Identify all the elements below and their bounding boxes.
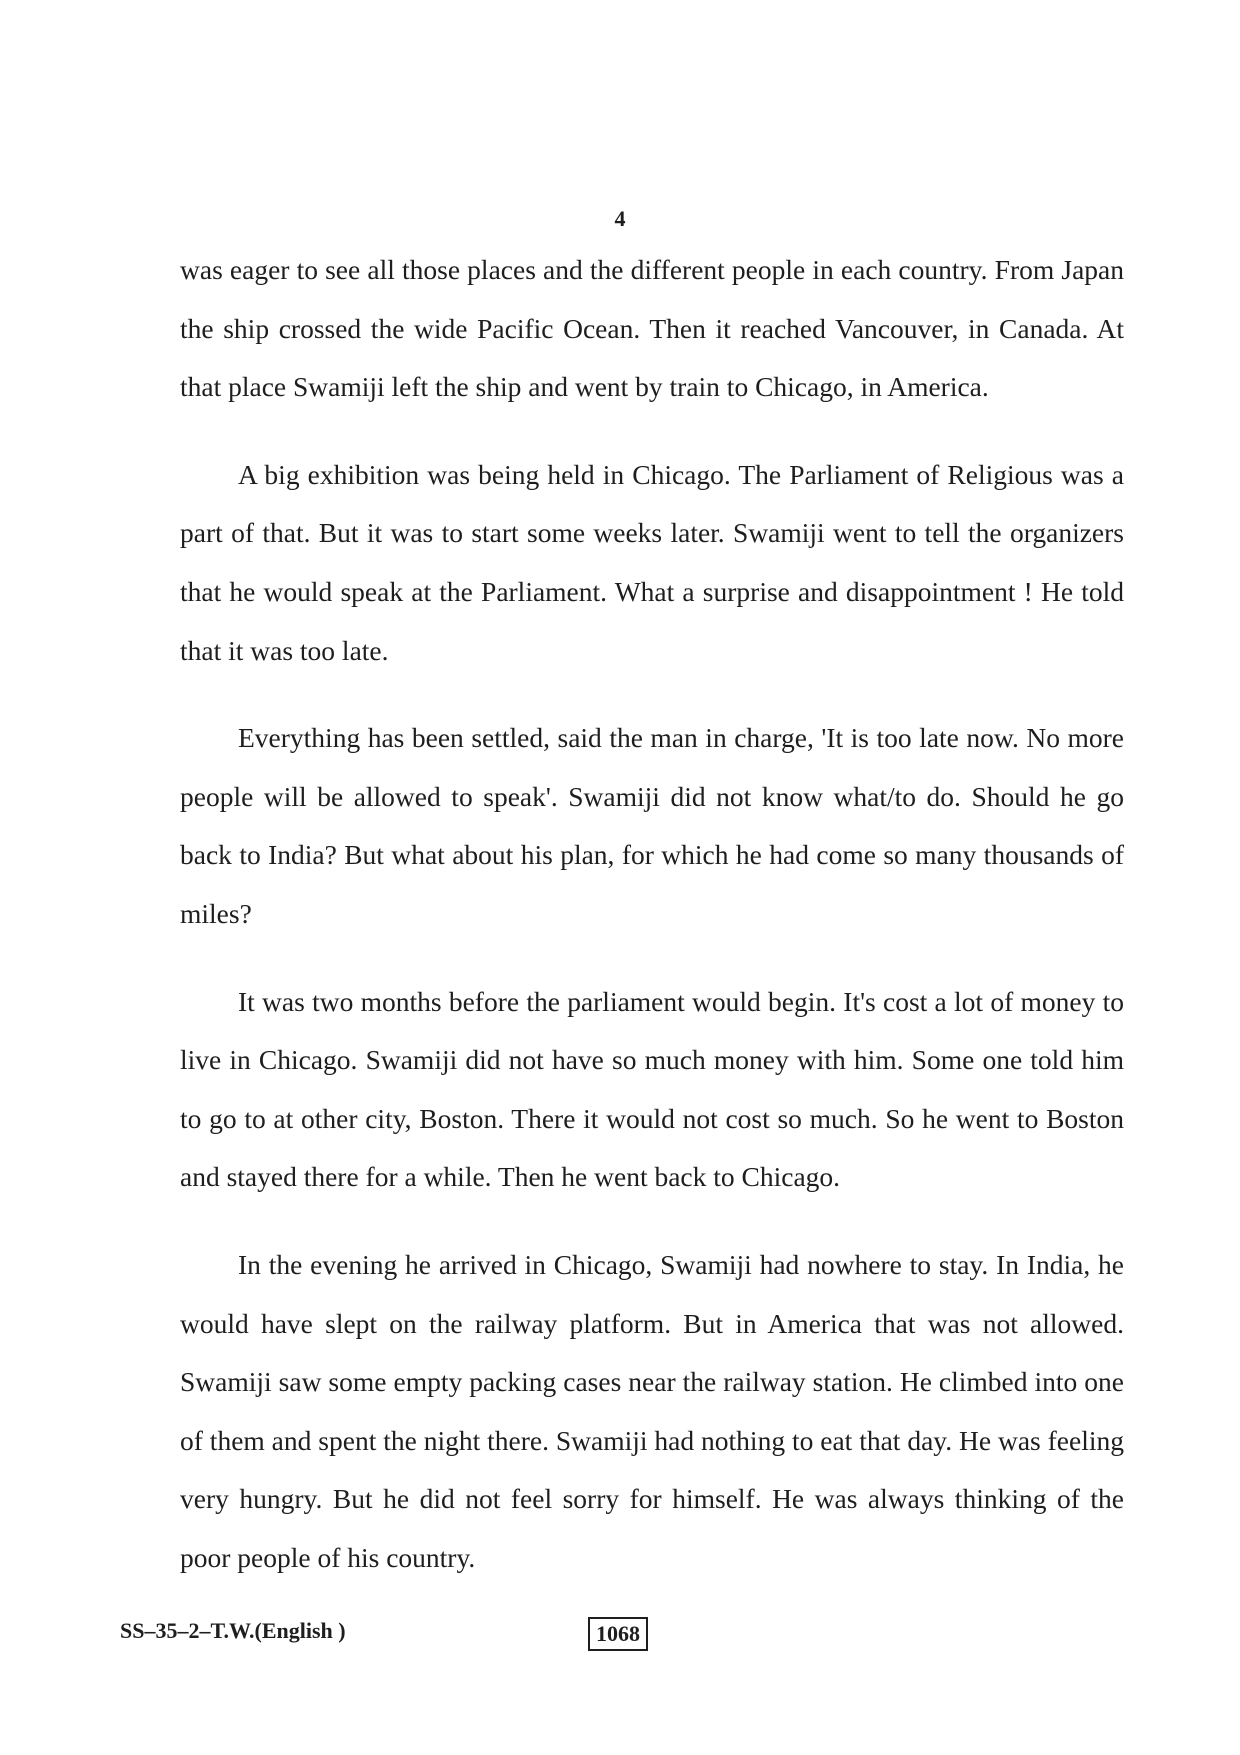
paragraph: Everything has been settled, said the man in charge, 'It is too late now. No more people will be allowed to speak'. Swamiji did not know what/to do. Should he go back to India? But what about his plan, for which he had come so many thousands of miles? xyxy=(180,722,1124,929)
page-number: 4 xyxy=(614,206,626,231)
paragraph-continued: was eager to see all those places and the different people in each country. From Japan the ship crossed the wide Pacific Ocean. Then it reached Vancouver, in Canada. At that place Swamiji left the ship and went by train to Chicago, in America. xyxy=(180,254,1124,403)
sheet-number-box: 1068 xyxy=(588,1617,648,1651)
paragraph: It was two months before the parliament would begin. It's cost a lot of money to live in Chicago. Swamiji did not have so much money with him. Some one told him to go to at other city, Boston. There it would not cost so much. So he went to Boston and stayed there for a while. Then he went back to Chicago. xyxy=(180,985,1124,1193)
body-text xyxy=(180,241,1124,1587)
paragraph: In the evening he arrived in Chicago, Swamiji had nowhere to stay. In India, he would have slept on the railway platform. But in America that was not allowed. Swamiji saw some empty packing cases near the railway station. He climbed into one of them and spent the night there. Swamiji had nothing to eat that day. He was feeling very hungry. But he did not feel sorry for himself. He was always thinking of the poor people of his country. xyxy=(180,1248,1124,1573)
paper-code: SS–35–2–T.W.(English ) xyxy=(120,1618,346,1643)
paragraph: A big exhibition was being held in Chicago. The Parliament of Religious was a part of that. But it was to start some weeks later. Swamiji went to tell the organizers that he would speak at the Parliament. What a surprise and disappointment ! He told that it was too late. xyxy=(180,458,1124,666)
